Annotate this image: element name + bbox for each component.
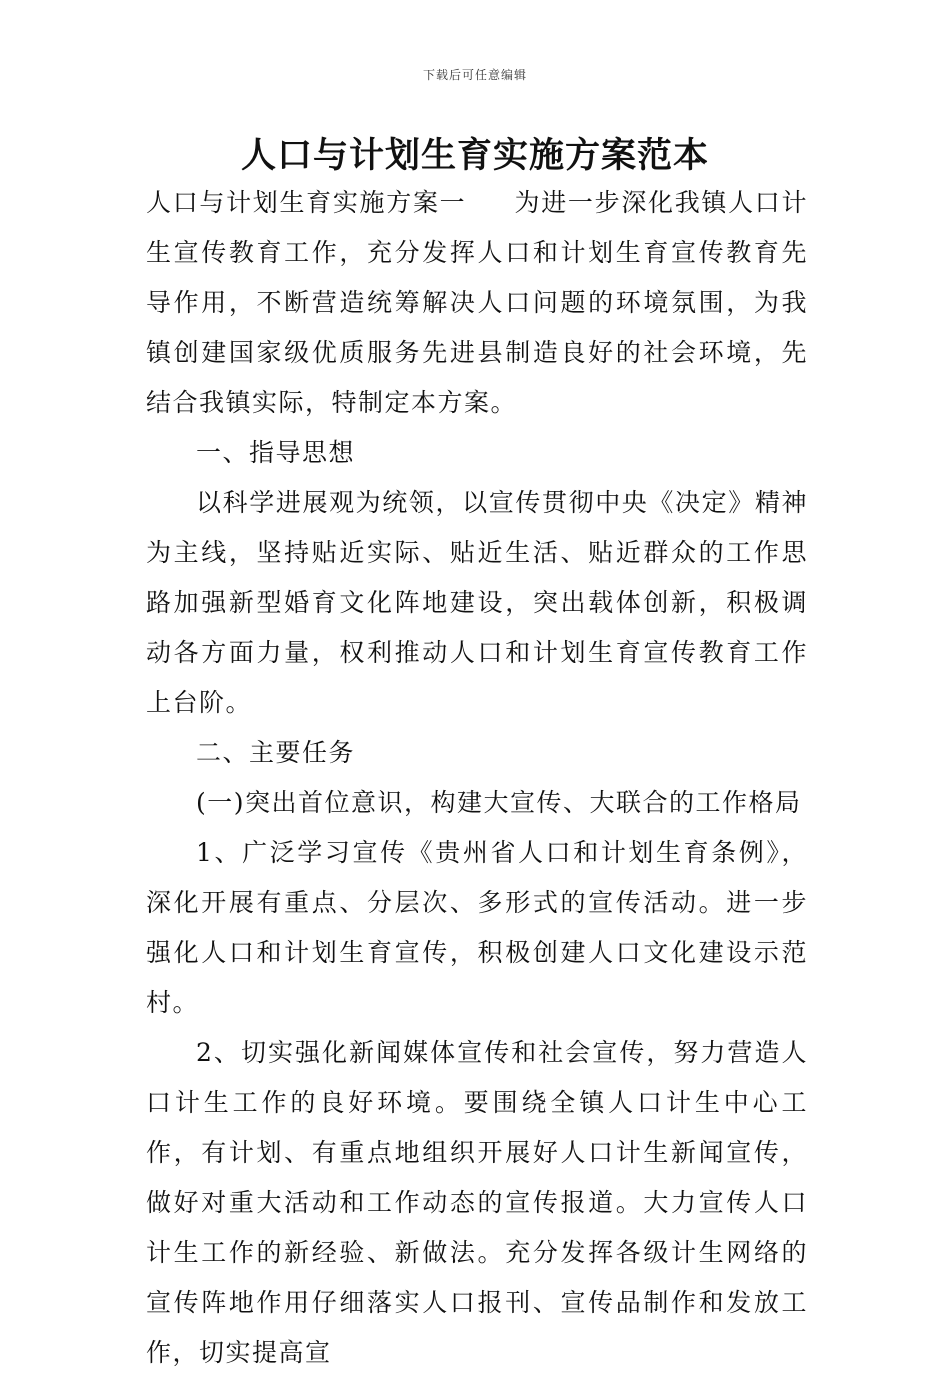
intro-paragraph bbox=[146, 178, 808, 428]
section1-paragraph: 以科学进展观为统领，以宣传贯彻中央《决定》精神为主线，坚持贴近实际、贴近生活、贴近群众的工作思路加强新型婚育文化阵地建设，突出载体创新，积极调动各方面力量，权利推动人口和计划生育宣传教育工作上台阶。 bbox=[146, 488, 808, 717]
subsection1-heading: (一)突出首位意识，构建大宣传、大联合的工作格局 bbox=[196, 788, 802, 817]
section2-heading: 二、主要任务 bbox=[196, 738, 356, 767]
item1-paragraph: 1、广泛学习宣传《贵州省人口和计划生育条例》，深化开展有重点、分层次、多形式的宣传活动。进一步强化人口和计划生育宣传，积极创建人口文化建设示范村。 bbox=[146, 838, 808, 1017]
document-body bbox=[146, 178, 808, 1378]
intro-text: 为进一步深化我镇人口计生宣传教育工作，充分发挥人口和计划生育宣传教育先导作用，不断营造统筹解决人口问题的环境氛围，为我镇创建国家级优质服务先进县制造良好的社会环境，先结合我镇实际，特制定本方案。 bbox=[146, 188, 808, 417]
item2-paragraph: 2、切实强化新闻媒体宣传和社会宣传，努力营造人口计生工作的良好环境。要围绕全镇人口计生中心工作，有计划、有重点地组织开展好人口计生新闻宣传，做好对重大活动和工作动态的宣传报道。大力宣传人口计生工作的新经验、新做法。充分发挥各级计生网络的宣传阵地作用仔细落实人口报刊、宣传品制作和发放工作，切实提高宣 bbox=[146, 1038, 808, 1367]
document-title: 人口与计划生育实施方案范本 bbox=[240, 136, 709, 176]
intro-label: 人口与计划生育实施方案一 bbox=[146, 188, 467, 217]
page-header-note: 下载后可任意编辑 bbox=[422, 68, 527, 82]
section1-heading: 一、指导思想 bbox=[196, 438, 356, 467]
